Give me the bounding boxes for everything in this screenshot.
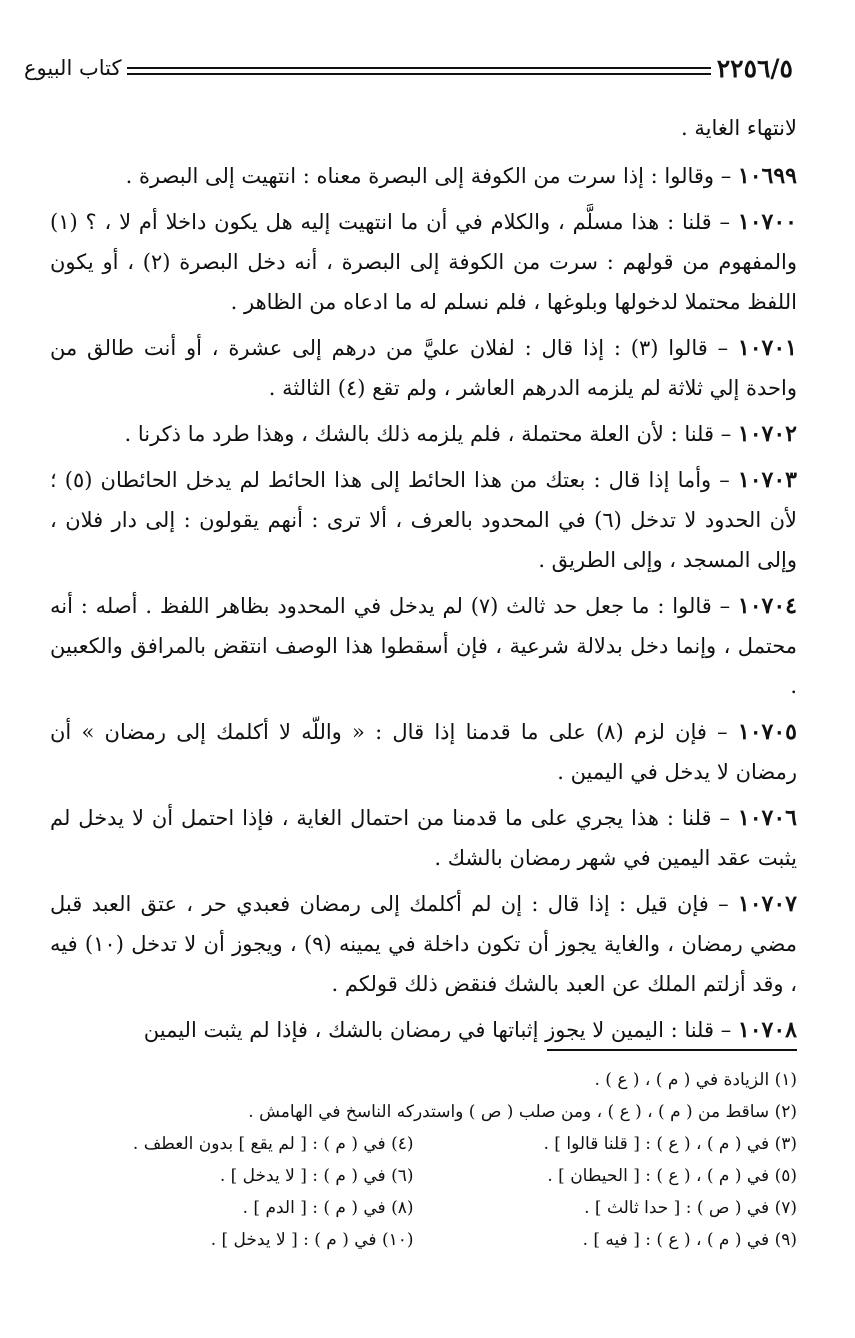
footnote: (٥) في ( م ) ، ( ع ) : [ الحيطان ] .: [547, 1166, 797, 1186]
footnote: (١٠) في ( م ) : [ لا يدخل ] .: [210, 1230, 414, 1250]
main-text: [50, 108, 797, 1056]
paragraph-number: ١٠٧٠٦: [737, 805, 797, 831]
paragraph-number: ١٠٧٠٥: [737, 719, 797, 745]
footnotes: [50, 1064, 797, 1256]
page-number: ٢٢٥٦/٥: [716, 53, 793, 83]
footnote: (١) الزيادة في ( م ) ، ( ع ) .: [594, 1070, 797, 1090]
paragraph: [50, 156, 797, 196]
paragraph-number: ١٠٧٠٣: [737, 467, 797, 493]
footnote: (٨) في ( م ) : [ الدم ] .: [242, 1198, 414, 1218]
paragraph-number: ١٠٦٩٩: [737, 163, 797, 189]
paragraph-number: ١٠٧٠٤: [737, 593, 797, 619]
footnote: (٦) في ( م ) : [ لا يدخل ] .: [219, 1166, 414, 1186]
paragraph: [50, 1010, 797, 1050]
paragraph-number: ١٠٧٠٠: [737, 209, 797, 235]
paragraph-text: – وقالوا : إذا سرت من الكوفة إلى البصرة معناه : انتهيت إلى البصرة .: [125, 164, 738, 188]
paragraph: [50, 884, 797, 1004]
header-rule: [127, 67, 710, 75]
paragraph-number: ١٠٧٠٨: [737, 1017, 797, 1043]
paragraph-number: ١٠٧٠١: [737, 335, 797, 361]
paragraph: [50, 460, 797, 580]
paragraph-text: لانتهاء الغاية .: [680, 116, 797, 140]
footnote: (٤) في ( م ) : [ لم يقع ] بدون العطف .: [132, 1134, 414, 1154]
paragraph: [50, 108, 797, 148]
footnote: (٩) في ( م ) ، ( ع ) : [ فيه ] .: [582, 1230, 797, 1250]
footnote: (٣) في ( م ) ، ( ع ) : [ قلنا قالوا ] .: [543, 1134, 797, 1154]
paragraph-text: – قلنا : لأن العلة محتملة ، فلم يلزمه ذلك بالشك ، وهذا طرد ما ذكرنا .: [124, 422, 738, 446]
paragraph: [50, 202, 797, 322]
paragraph: [50, 712, 797, 792]
paragraph-text: – قلنا : هذا مسلَّم ، والكلام في أن ما انتهيت إليه هل يكون داخلا أم لا ، ؟ (١) والمفهوم من قولهم : سرت من الكوفة إلى البصرة ، أنه دخل البصرة (٢) ، أو يكون اللفظ محتملا لدخولها وبلوغها ، فلم نسلم له ما ادعاه من الظاهر .: [50, 210, 798, 314]
paragraph: [50, 328, 797, 408]
paragraph-text: – قلنا : اليمين لا يجوز إثباتها في رمضان بالشك ، فإذا لم يثبت اليمين: [143, 1018, 738, 1042]
paragraph: [50, 414, 797, 454]
paragraph-text: – وأما إذا قال : بعتك من هذا الحائط إلى هذا الحائط لم يدخل الحائطان (٥) ؛ لأن الحدود لا تدخل (٦) في المحدود بالعرف ، ألا ترى : أنهم يقولون : إلى دار فلان ، وإلى المسجد ، وإلى الطريق .: [50, 468, 797, 572]
paragraph-text: – قلنا : هذا يجري على ما قدمنا من احتمال الغاية ، فإذا احتمل أن لا يدخل لم يثبت عقد اليمين في شهر رمضان بالشك .: [50, 806, 797, 870]
paragraph-text: – قالوا (٣) : إذا قال : لفلان عليَّ من درهم إلى عشرة ، أو أنت طالق من واحدة إلي ثلاثة لم يلزمه الدرهم العاشر ، ولم تقع (٤) الثالثة .: [50, 336, 797, 400]
paragraph: [50, 798, 797, 878]
footnote: (٢) ساقط من ( م ) ، ( ع ) ، ومن صلب ( ص ) واستدركه الناسخ في الهامش .: [248, 1102, 797, 1122]
paragraph-text: – فإن قيل : إذا قال : إن لم أكلمك إلى رمضان فعبدي حر ، عتق العبد قبل مضي رمضان ، والغاية يجوز أن تكون داخلة في يمينه (٩) ، ويجوز أن لا تدخل (١٠) فيه ، وقد أزلتم الملك عن العبد بالشك فنقض ذلك قولكم .: [50, 892, 798, 996]
page-header: [24, 48, 793, 88]
book-title: كتاب البيوع: [24, 56, 122, 80]
paragraph-text: – فإن لزم (٨) على ما قدمنا إذا قال : « واللّه لا أكلمك إلى رمضان » أن رمضان لا يدخل في اليمين .: [50, 720, 797, 784]
footnote: (٧) في ( ص ) : [ حدا ثالث ] .: [584, 1198, 797, 1218]
footnote-grid: [50, 1128, 797, 1256]
paragraph-text: – قالوا : ما جعل حد ثالث (٧) لم يدخل في المحدود بظاهر اللفظ . أصله : أنه محتمل ، وإنما دخل بدلالة شرعية ، فإن أسقطوا هذا الوصف انتقض بالمرافق والكعبين .: [50, 594, 797, 698]
footnote-divider: [547, 1049, 797, 1051]
paragraph: [50, 586, 797, 706]
paragraph-number: ١٠٧٠٢: [737, 421, 797, 447]
paragraph-number: ١٠٧٠٧: [737, 891, 797, 917]
